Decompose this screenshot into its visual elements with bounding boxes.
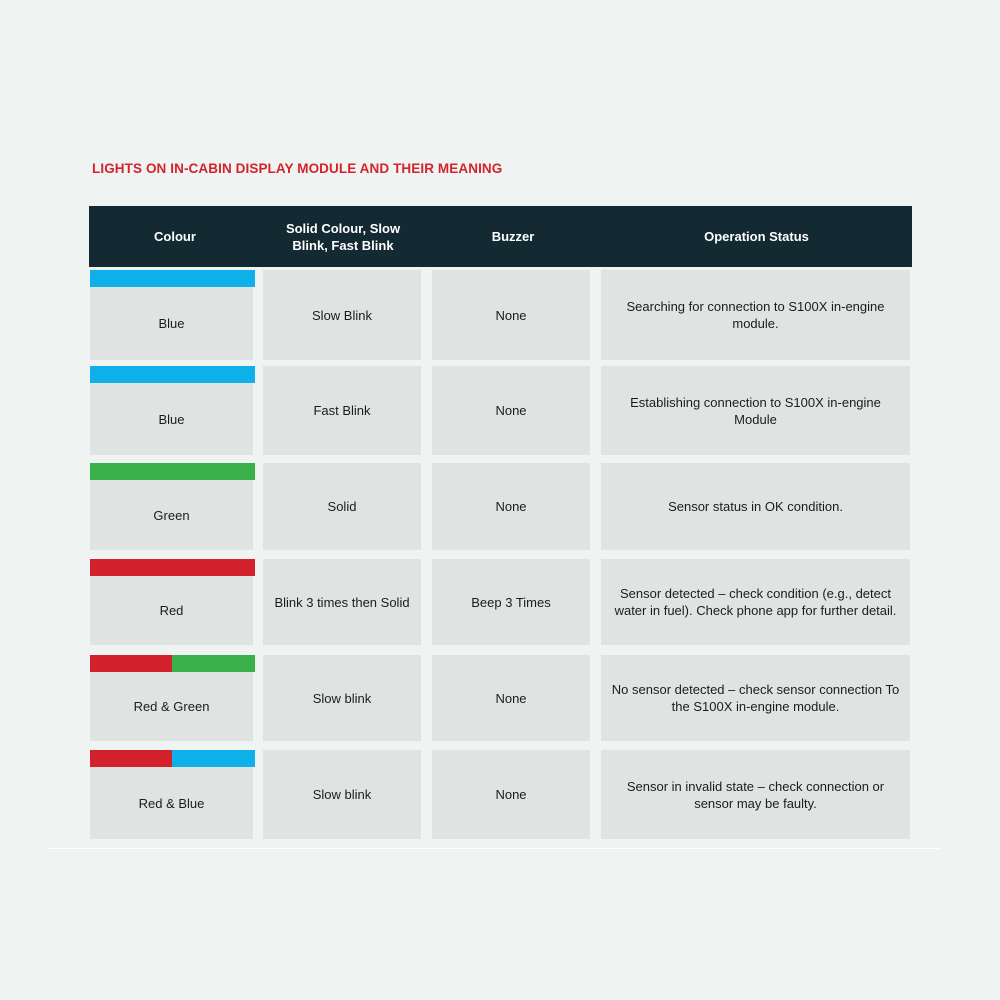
- cell-mode: [263, 270, 421, 360]
- swatch-blue: [90, 270, 255, 287]
- cell-mode: [263, 750, 421, 839]
- cell-colour-text: Red & Green: [133, 699, 210, 714]
- cell-operation-status-text: Sensor detected – check condition (e.g., detect water in fuel). Check phone app for further detail.: [614, 586, 897, 618]
- swatch-green: [90, 463, 255, 480]
- cell-mode: [263, 655, 421, 741]
- cell-mode: [263, 559, 421, 645]
- cell-mode-text: Slow Blink: [312, 307, 372, 323]
- cell-buzzer-text: None: [495, 690, 527, 706]
- header-colour: Colour: [154, 229, 196, 244]
- table-row: [89, 366, 912, 455]
- swatch-red: [90, 750, 172, 767]
- colour-swatch: [90, 655, 255, 672]
- cell-operation-status: [601, 270, 910, 360]
- cell-mode-text: Fast Blink: [313, 403, 371, 418]
- cell-mode-text: Blink 3 times then Solid: [274, 594, 410, 610]
- header-buzzer: Buzzer: [491, 229, 535, 244]
- cell-buzzer-text: None: [495, 499, 527, 514]
- bottom-divider: [48, 848, 940, 849]
- cell-mode: [263, 463, 421, 550]
- table-row: [89, 750, 912, 839]
- cell-operation-status-text: Sensor status in OK condition.: [668, 499, 843, 514]
- cell-buzzer: [432, 750, 590, 839]
- cell-operation-status: [601, 463, 910, 550]
- cell-colour-text: Blue: [158, 411, 185, 427]
- cell-buzzer: [432, 270, 590, 360]
- swatch-red: [90, 655, 172, 672]
- cell-colour: [90, 480, 253, 550]
- table-header: [89, 206, 912, 267]
- table-row: [89, 655, 912, 741]
- cell-operation-status: [601, 366, 910, 455]
- cell-mode-text: Solid: [327, 499, 357, 514]
- cell-buzzer-text: None: [495, 403, 527, 418]
- cell-colour: [90, 383, 253, 455]
- cell-mode-text: Slow blink: [312, 787, 372, 802]
- colour-swatch: [90, 559, 255, 576]
- colour-swatch: [90, 463, 255, 480]
- cell-colour: [90, 576, 253, 645]
- cell-buzzer: [432, 463, 590, 550]
- table-title: LIGHTS ON IN-CABIN DISPLAY MODULE AND THEIR MEANING: [92, 161, 503, 176]
- swatch-red: [90, 559, 255, 576]
- cell-colour: [90, 672, 253, 741]
- header-operation-status: Operation Status: [704, 229, 809, 244]
- cell-buzzer: [432, 366, 590, 455]
- cell-mode-text: Slow blink: [312, 690, 372, 706]
- cell-operation-status: [601, 655, 910, 741]
- header-mode: Solid Colour, Slow Blink, Fast Blink: [285, 220, 401, 253]
- cell-colour-text: Blue: [158, 316, 185, 331]
- cell-operation-status: [601, 559, 910, 645]
- colour-swatch: [90, 750, 255, 767]
- cell-colour-text: Red: [159, 603, 184, 618]
- cell-colour-text: Red & Blue: [138, 795, 205, 811]
- table-row: [89, 463, 912, 550]
- cell-buzzer-text: None: [495, 307, 527, 323]
- cell-colour-text: Green: [153, 507, 190, 523]
- swatch-green: [172, 655, 255, 672]
- table-row: [89, 559, 912, 645]
- cell-buzzer: [432, 655, 590, 741]
- table-row: [89, 270, 912, 360]
- swatch-blue: [90, 366, 255, 383]
- cell-colour: [90, 287, 253, 360]
- swatch-blue: [172, 750, 255, 767]
- cell-operation-status-text: No sensor detected – check sensor connection To the S100X in-engine module.: [611, 682, 900, 714]
- cell-operation-status-text: Establishing connection to S100X in-engine Module: [630, 394, 881, 427]
- cell-buzzer-text: Beep 3 Times: [471, 594, 551, 610]
- colour-swatch: [90, 366, 255, 383]
- colour-swatch: [90, 270, 255, 287]
- cell-buzzer-text: None: [495, 787, 527, 802]
- cell-operation-status-text: Searching for connection to S100X in-engine module.: [626, 299, 885, 331]
- cell-mode: [263, 366, 421, 455]
- cell-buzzer: [432, 559, 590, 645]
- cell-operation-status: [601, 750, 910, 839]
- cell-operation-status-text: Sensor in invalid state – check connection or sensor may be faulty.: [626, 778, 885, 811]
- cell-colour: [90, 767, 253, 839]
